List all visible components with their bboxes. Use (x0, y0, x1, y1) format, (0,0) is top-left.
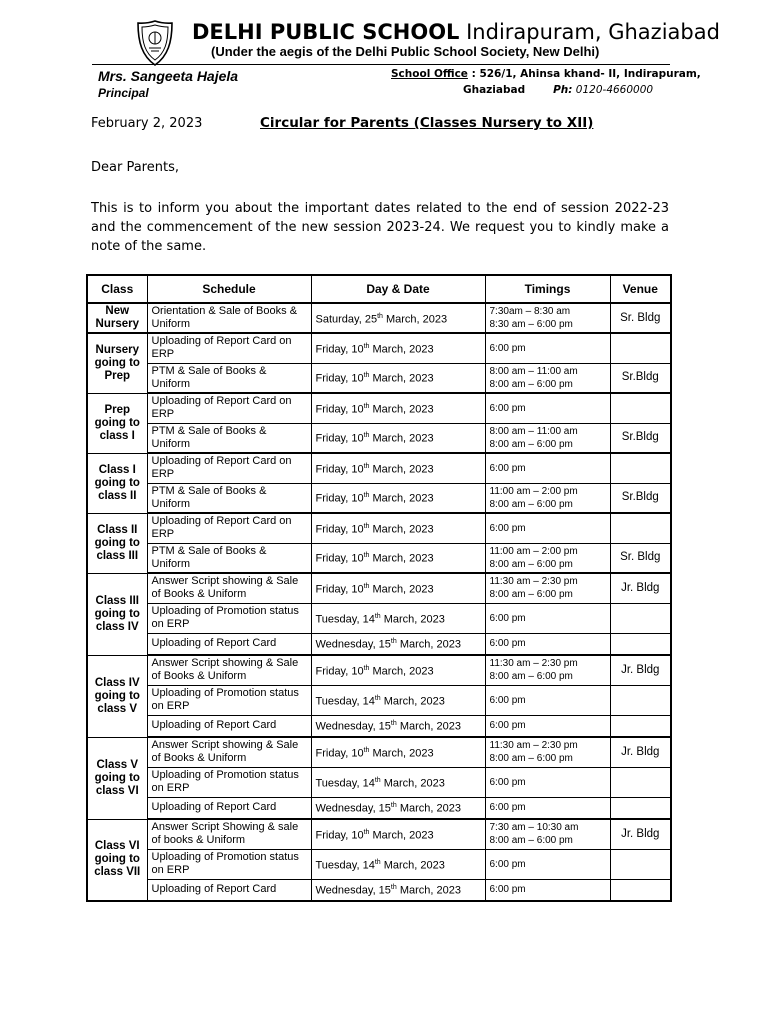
timing-line: 6:00 pm (489, 884, 526, 896)
timing-line: 11:30 am – 2:30 pm (489, 740, 578, 752)
date-cell (311, 819, 485, 849)
date-month: March, 2023 (369, 493, 434, 506)
circular-subject: Circular for Parents (Classes Nursery to XII) (260, 115, 594, 131)
timing-line: 11:00 am – 2:00 pm (489, 545, 578, 557)
date-suffix: th (390, 884, 397, 892)
class-cell: Class V going to class VI (87, 737, 147, 819)
date-suffix: th (363, 552, 370, 560)
timings-cell (485, 797, 610, 819)
date-day: Friday, 10 (315, 493, 364, 506)
schedule-cell: Uploading of Report Card on ERP (147, 513, 311, 543)
date-month: March, 2023 (369, 343, 434, 356)
timing-line: 6:00 pm (489, 802, 526, 814)
date-month: March, 2023 (369, 747, 434, 760)
timing-line: 6:00 pm (489, 612, 526, 624)
timing-line: 8:00 am – 6:00 pm (489, 671, 573, 683)
principal-name: Mrs. Sangeeta Hajela (98, 68, 239, 84)
date-day: Tuesday, 14 (315, 695, 375, 708)
date-month: March, 2023 (369, 829, 434, 842)
table-header-row (87, 275, 671, 303)
letter-body: This is to inform you about the important dates related to the end of session 2022-23 and the commencement of the new session 2023-24. We request you to kindly make a note of the same. (91, 201, 669, 254)
date-suffix: th (374, 858, 381, 866)
venue-cell: Sr.Bldg (610, 363, 671, 393)
schedule-cell: Uploading of Promotion status on ERP (147, 849, 311, 879)
table-row (87, 685, 671, 715)
school-logo-icon (136, 20, 174, 66)
date-suffix: th (390, 638, 397, 646)
timings-cell (485, 333, 610, 363)
timings-cell (485, 363, 610, 393)
date-day: Tuesday, 14 (315, 613, 375, 626)
class-cell: Class VI going to class VII (87, 819, 147, 901)
table-row (87, 303, 671, 333)
school-office-city (463, 84, 653, 96)
venue-cell (610, 849, 671, 879)
timings-cell (485, 573, 610, 603)
office-label: School Office (391, 68, 468, 80)
timing-line: 8:30 am – 6:00 pm (489, 319, 573, 330)
timing-line: 6:00 pm (489, 776, 526, 788)
table-row (87, 573, 671, 603)
date-cell (311, 685, 485, 715)
timings-cell (485, 715, 610, 737)
date-suffix: th (363, 372, 370, 380)
table-row (87, 363, 671, 393)
class-cell: Class I going to class II (87, 453, 147, 513)
schedule-cell: PTM & Sale of Books & Uniform (147, 543, 311, 573)
date-day: Wednesday, 15 (315, 721, 391, 734)
date-cell (311, 393, 485, 423)
venue-cell (610, 333, 671, 363)
date-day: Tuesday, 14 (315, 777, 375, 790)
timings-cell (485, 767, 610, 797)
class-cell: Class II going to class III (87, 513, 147, 573)
venue-cell: Jr. Bldg (610, 819, 671, 849)
header-schedule: Schedule (147, 275, 311, 303)
venue-cell (610, 797, 671, 819)
table-row (87, 879, 671, 901)
schedule-cell: Uploading of Promotion status on ERP (147, 603, 311, 633)
date-suffix: th (363, 492, 370, 500)
venue-cell: Sr.Bldg (610, 483, 671, 513)
timing-line: 8:00 am – 6:00 pm (489, 378, 573, 390)
date-day: Friday, 10 (315, 553, 364, 566)
date-day: Friday, 10 (315, 433, 364, 446)
table-row (87, 737, 671, 767)
table-row (87, 849, 671, 879)
school-aegis: (Under the aegis of the Delhi Public School Society, New Delhi) (211, 44, 600, 59)
timing-line: 6:00 pm (489, 402, 526, 414)
office-address: : 526/1, Ahinsa khand- II, Indirapuram, (467, 68, 701, 80)
date-month: March, 2023 (369, 433, 434, 446)
date-suffix: th (363, 522, 370, 530)
timing-line: 6:00 pm (489, 342, 526, 354)
timing-line: 11:30 am – 2:30 pm (489, 576, 578, 588)
venue-cell (610, 879, 671, 901)
date-suffix: th (374, 776, 381, 784)
date-suffix: th (363, 402, 370, 410)
timing-line: 8:00 am – 6:00 pm (489, 753, 573, 765)
date-cell (311, 603, 485, 633)
table-row (87, 423, 671, 453)
schedule-cell: Uploading of Report Card on ERP (147, 393, 311, 423)
timings-cell (485, 737, 610, 767)
date-cell (311, 879, 485, 901)
table-row (87, 393, 671, 423)
timing-line: 8:00 am – 6:00 pm (489, 835, 573, 847)
date-cell (311, 483, 485, 513)
letter-date: February 2, 2023 (91, 116, 203, 131)
date-month: March, 2023 (369, 665, 434, 678)
timing-line: 7:30 am – 10:30 am (489, 822, 579, 834)
timing-line: 6:00 pm (489, 720, 526, 732)
timings-cell (485, 655, 610, 685)
header-class: Class (87, 275, 147, 303)
date-suffix: th (363, 462, 370, 470)
venue-cell (610, 767, 671, 797)
date-month: March, 2023 (380, 695, 445, 708)
venue-cell: Jr. Bldg (610, 737, 671, 767)
date-month: March, 2023 (382, 313, 448, 326)
letter-greeting: Dear Parents, (91, 160, 179, 175)
date-month: March, 2023 (396, 885, 461, 898)
venue-cell (610, 393, 671, 423)
timings-cell (485, 453, 610, 483)
timing-line: 11:00 am – 2:00 pm (489, 485, 578, 497)
date-cell (311, 423, 485, 453)
schedule-cell: Answer Script showing & Sale of Books & Uniform (147, 573, 311, 603)
schedule-cell: Uploading of Report Card (147, 715, 311, 737)
phone-label: Ph: (553, 84, 573, 96)
date-cell (311, 453, 485, 483)
schedule-cell: PTM & Sale of Books & Uniform (147, 483, 311, 513)
timing-line: 8:00 am – 6:00 pm (489, 558, 573, 570)
date-cell (311, 849, 485, 879)
timings-cell (485, 849, 610, 879)
timing-line: 7:30am – 8:30 am (489, 306, 571, 317)
date-day: Friday, 10 (315, 523, 364, 536)
header-divider (92, 64, 670, 65)
venue-cell: Sr. Bldg (610, 543, 671, 573)
date-cell (311, 543, 485, 573)
table-row (87, 513, 671, 543)
date-suffix: th (390, 802, 397, 810)
venue-cell: Jr. Bldg (610, 573, 671, 603)
venue-cell (610, 633, 671, 655)
school-location: Indirapuram, Ghaziabad (466, 20, 720, 44)
date-month: March, 2023 (380, 859, 445, 872)
date-day: Friday, 10 (315, 747, 364, 760)
date-suffix: th (363, 342, 370, 350)
timing-line: 6:00 pm (489, 462, 526, 474)
date-suffix: th (374, 694, 381, 702)
office-city: Ghaziabad (463, 84, 526, 96)
date-cell (311, 715, 485, 737)
date-month: March, 2023 (396, 803, 461, 816)
date-suffix: th (390, 720, 397, 728)
date-month: March, 2023 (369, 403, 434, 416)
timings-cell (485, 879, 610, 901)
date-day: Friday, 10 (315, 403, 364, 416)
timings-cell (485, 483, 610, 513)
date-month: March, 2023 (396, 639, 461, 652)
date-month: March, 2023 (369, 373, 434, 386)
timings-cell (485, 685, 610, 715)
date-day: Friday, 10 (315, 343, 364, 356)
class-cell: New Nursery (87, 303, 147, 333)
venue-cell: Sr. Bldg (610, 303, 671, 333)
table-row (87, 715, 671, 737)
table-row (87, 333, 671, 363)
school-office-address (391, 68, 701, 80)
timings-cell (485, 513, 610, 543)
schedule-table (86, 274, 672, 902)
date-suffix: th (377, 312, 383, 320)
date-day: Friday, 10 (315, 665, 364, 678)
table-row (87, 633, 671, 655)
date-day: Friday, 10 (315, 829, 364, 842)
date-suffix: th (363, 746, 370, 754)
date-day: Wednesday, 15 (315, 803, 391, 816)
schedule-cell: Answer Script showing & Sale of Books & Uniform (147, 737, 311, 767)
date-day: Friday, 10 (315, 583, 364, 596)
date-cell (311, 363, 485, 393)
timing-line: 11:30 am – 2:30 pm (489, 658, 578, 670)
date-suffix: th (363, 432, 370, 440)
timing-line: 6:00 pm (489, 638, 526, 650)
timings-cell (485, 633, 610, 655)
date-cell (311, 737, 485, 767)
schedule-cell: Uploading of Report Card on ERP (147, 333, 311, 363)
table-row (87, 483, 671, 513)
date-suffix: th (363, 664, 370, 672)
schedule-cell: Orientation & Sale of Books & Uniform (147, 303, 311, 333)
timing-line: 6:00 pm (489, 694, 526, 706)
date-day: Friday, 10 (315, 463, 364, 476)
class-cell: Class IV going to class V (87, 655, 147, 737)
date-suffix: th (363, 582, 370, 590)
timings-cell (485, 603, 610, 633)
date-month: March, 2023 (380, 613, 445, 626)
schedule-cell: Uploading of Report Card on ERP (147, 453, 311, 483)
date-month: March, 2023 (396, 721, 461, 734)
timings-cell (485, 303, 610, 333)
date-cell (311, 633, 485, 655)
header-day-date: Day & Date (311, 275, 485, 303)
timings-cell (485, 423, 610, 453)
class-cell: Class III going to class IV (87, 573, 147, 655)
schedule-cell: Uploading of Promotion status on ERP (147, 767, 311, 797)
principal-title: Principal (98, 86, 149, 100)
timings-cell (485, 819, 610, 849)
date-month: March, 2023 (380, 777, 445, 790)
schedule-cell: PTM & Sale of Books & Uniform (147, 423, 311, 453)
timing-line: 6:00 pm (489, 522, 526, 534)
schedule-cell: Answer Script Showing & sale of books & Uniform (147, 819, 311, 849)
timings-cell (485, 393, 610, 423)
schedule-cell: Uploading of Report Card (147, 879, 311, 901)
venue-cell (610, 453, 671, 483)
school-title (192, 20, 720, 44)
timing-line: 8:00 am – 6:00 pm (489, 438, 573, 450)
timing-line: 8:00 am – 6:00 pm (489, 498, 573, 510)
date-suffix: th (374, 612, 381, 620)
table-row (87, 767, 671, 797)
class-cell: Prep going to class I (87, 393, 147, 453)
timing-line: 6:00 pm (489, 858, 526, 870)
schedule-cell: Uploading of Promotion status on ERP (147, 685, 311, 715)
venue-cell (610, 603, 671, 633)
date-suffix: th (363, 828, 370, 836)
school-name: DELHI PUBLIC SCHOOL (192, 20, 460, 44)
schedule-cell: PTM & Sale of Books & Uniform (147, 363, 311, 393)
venue-cell (610, 715, 671, 737)
date-day: Wednesday, 15 (315, 639, 391, 652)
class-cell: Nursery going to Prep (87, 333, 147, 393)
date-cell (311, 333, 485, 363)
header-venue: Venue (610, 275, 671, 303)
date-cell (311, 303, 485, 333)
date-cell (311, 767, 485, 797)
schedule-cell: Uploading of Report Card (147, 797, 311, 819)
table-row (87, 797, 671, 819)
date-month: March, 2023 (369, 523, 434, 536)
date-day: Wednesday, 15 (315, 885, 391, 898)
table-row (87, 655, 671, 685)
timing-line: 8:00 am – 6:00 pm (489, 589, 573, 601)
date-month: March, 2023 (369, 553, 434, 566)
date-cell (311, 573, 485, 603)
schedule-cell: Uploading of Report Card (147, 633, 311, 655)
date-day: Saturday, 25 (315, 313, 378, 326)
schedule-table-body (87, 303, 671, 901)
venue-cell: Jr. Bldg (610, 655, 671, 685)
table-row (87, 453, 671, 483)
date-month: March, 2023 (369, 463, 434, 476)
date-day: Tuesday, 14 (315, 859, 375, 872)
date-cell (311, 797, 485, 819)
schedule-cell: Answer Script showing & Sale of Books & Uniform (147, 655, 311, 685)
timings-cell (485, 543, 610, 573)
venue-cell (610, 685, 671, 715)
date-cell (311, 513, 485, 543)
venue-cell: Sr.Bldg (610, 423, 671, 453)
timing-line: 8:00 am – 11:00 am (489, 365, 578, 377)
table-row (87, 603, 671, 633)
date-day: Friday, 10 (315, 373, 364, 386)
table-row (87, 819, 671, 849)
date-cell (311, 655, 485, 685)
timing-line: 8:00 am – 11:00 am (489, 425, 578, 437)
venue-cell (610, 513, 671, 543)
date-month: March, 2023 (369, 583, 434, 596)
table-row (87, 543, 671, 573)
header-timings: Timings (485, 275, 610, 303)
phone-number: 0120-4660000 (572, 84, 654, 96)
